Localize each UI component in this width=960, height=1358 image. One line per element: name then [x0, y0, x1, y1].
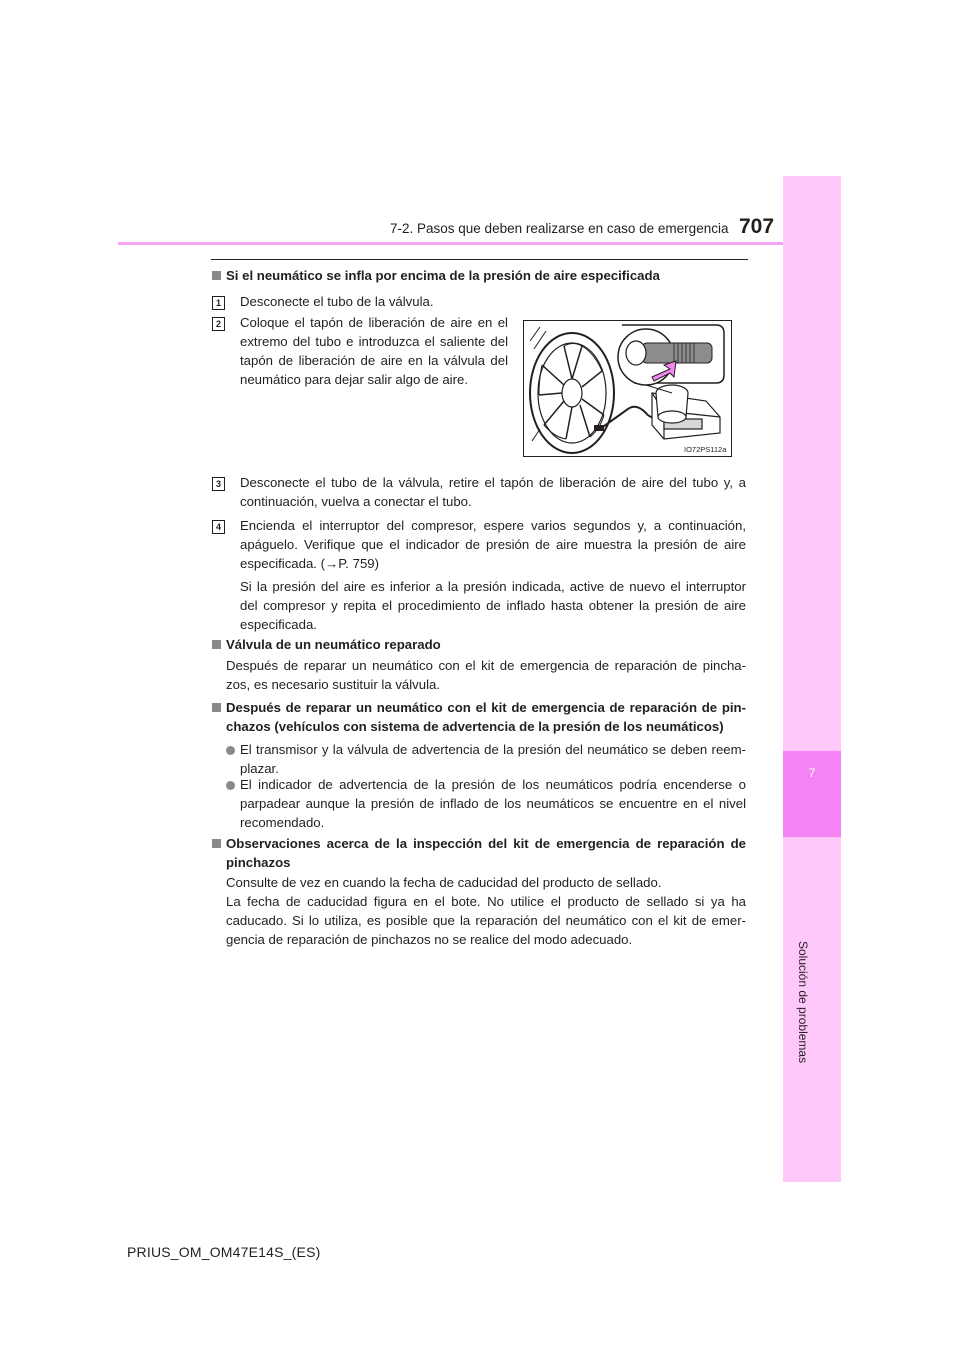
text-line: Desconecte el tubo de la válvula, retire el tapón de liberación de aire del tubo y, a: [240, 475, 746, 490]
chapter-tab-highlight: [783, 751, 841, 837]
text-line: Después de reparar un neumático con el kit de emergencia de reparación de pin-: [226, 700, 746, 715]
text-line: Si la presión del aire es inferior a la presión indicada, active de nuevo el interruptor: [240, 579, 746, 594]
section-heading-after-repair: [226, 698, 746, 736]
section-title: 7-2. Pasos que deben realizarse en caso de emergencia: [390, 221, 729, 236]
inspection-text: [226, 873, 746, 949]
document-code: PRIUS_OM_OM47E14S_(ES): [127, 1244, 321, 1260]
circle-bullet-icon: [226, 746, 235, 755]
illustration-code: IO72PS112a: [684, 445, 727, 454]
square-bullet-icon: [212, 640, 221, 649]
step-number-badge: 4: [212, 520, 225, 534]
step-2-text: [240, 313, 508, 389]
square-bullet-icon: [212, 703, 221, 712]
section-heading-inspection: [226, 834, 746, 872]
square-bullet-icon: [212, 271, 221, 280]
step-number-badge: 3: [212, 477, 225, 491]
text-line: Consulte de vez en cuando la fecha de caducidad del producto de sellado.: [226, 875, 662, 890]
chapter-number: 7: [808, 766, 816, 780]
text-line: Encienda el interruptor del compresor, espere varios segundos y, a continuación,: [240, 518, 746, 533]
text-line: del compresor y repita el procedimiento de inflado hasta obtener la presión de aire: [240, 598, 746, 613]
chapter-title: [796, 941, 810, 1064]
header-rule: [118, 242, 783, 245]
text-line: plazar.: [240, 761, 279, 776]
text-line: parpadear aunque la presión de inflado de los neumáticos se encuentre en el nivel: [240, 796, 746, 811]
bullet-warning-light: [240, 775, 746, 832]
circle-bullet-icon: [226, 781, 235, 790]
page-number: 707: [739, 215, 775, 238]
text-line: especificada.: [240, 617, 317, 632]
text-line: El indicador de advertencia de la presión de los neumáticos podría encenderse o: [240, 777, 746, 792]
section-heading-valve: Válvula de un neumático reparado: [226, 637, 441, 652]
text-line: gencia de reparación de pinchazos no se realice del modo adecuado.: [226, 932, 633, 947]
text-line: continuación, vuelva a conectar el tubo.: [240, 494, 472, 509]
step-1-text: Desconecte el tubo de la válvula.: [240, 294, 434, 309]
square-bullet-icon: [212, 839, 221, 848]
section-heading-overinflated: Si el neumático se infla por encima de la presión de aire especificada: [226, 268, 660, 283]
text-line: chazos (vehículos con sistema de advertencia de la presión de los neumáticos): [226, 719, 724, 734]
step-number-badge: 1: [212, 296, 225, 310]
text-line: especificada. (→P. 759): [240, 556, 380, 571]
text-line: zos, es necesario sustituir la válvula.: [226, 677, 441, 692]
text-line: La fecha de caducidad figura en el bote. No utilice el producto de sellado si ya ha: [226, 894, 746, 909]
step-4-text: [240, 516, 746, 573]
text-line: tapón de liberación de aire en la válvula del: [240, 353, 508, 368]
step-4-note: [240, 577, 746, 634]
text-line: extremo del tubo e introduzca el saliente del: [240, 334, 508, 349]
text-line: neumático para dejar salir algo de aire.: [240, 372, 468, 387]
text-line: Después de reparar un neumático con el kit de emergencia de reparación de pincha-: [226, 658, 746, 673]
chapter-side-tab: [783, 176, 841, 1182]
step-number-badge: 2: [212, 317, 225, 331]
text-line: Observaciones acerca de la inspección del kit de emergencia de reparación de: [226, 836, 746, 851]
bullet-transmitter: [240, 740, 746, 778]
tire-valve-illustration: [523, 320, 732, 457]
text-line: pinchazos: [226, 855, 291, 870]
text-line: El transmisor y la válvula de advertencia de la presión del neumático se deben reem-: [240, 742, 746, 757]
text-line: apáguelo. Verifique que el indicador de presión de aire muestra la presión de aire: [240, 537, 746, 552]
text-line: recomendado.: [240, 815, 325, 830]
valve-text: [226, 656, 746, 694]
text-line: Coloque el tapón de liberación de aire en el: [240, 315, 508, 330]
chapter-title-text: Solución de problemas: [796, 941, 810, 1064]
text-line: caducado. Si lo utiliza, es posible que la reparación del neumático con el kit de emer-: [226, 913, 746, 928]
wheel-compressor-drawing: [524, 321, 731, 456]
step-3-text: [240, 473, 746, 511]
content-top-rule: [211, 259, 748, 260]
